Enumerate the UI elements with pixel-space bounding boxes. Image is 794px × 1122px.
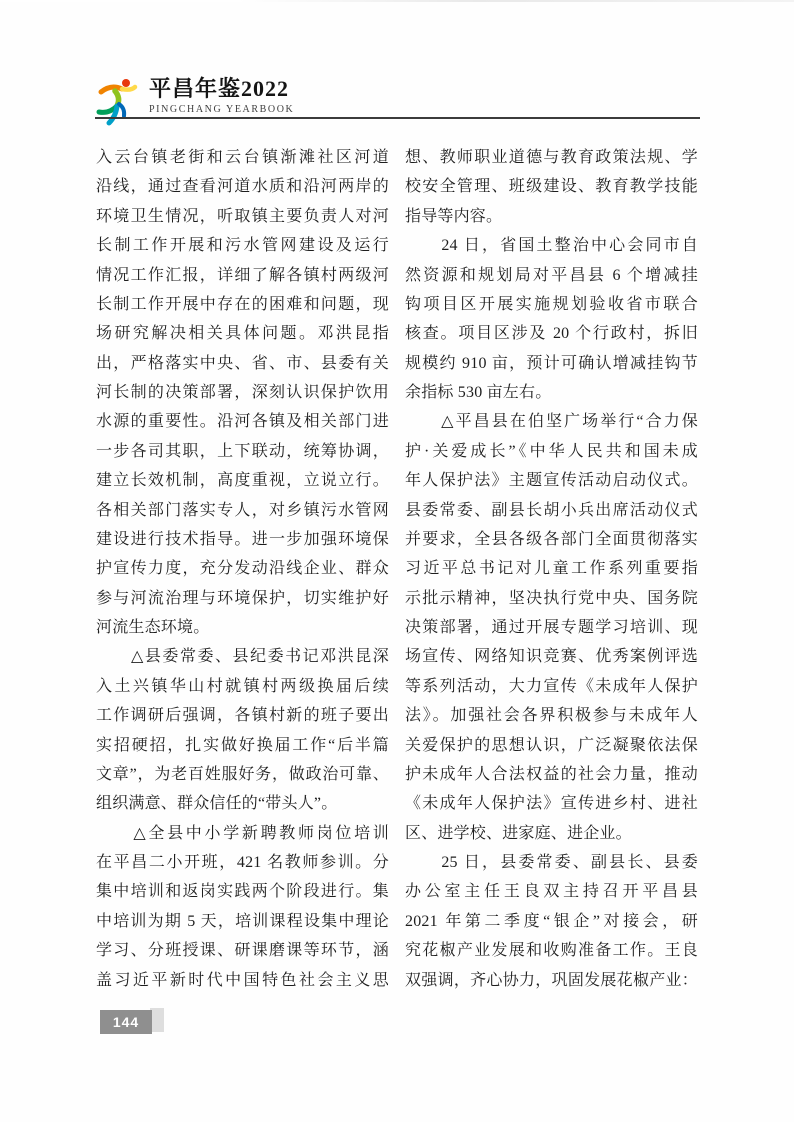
text-line: 年人保护法》主题宣传活动启动仪式。: [405, 472, 698, 490]
text-line: 河流生态环境。: [96, 619, 210, 636]
text-line: △平昌县在伯坚广场举行“合力保: [405, 413, 698, 431]
text-line: 一步各司其职，上下联动，统筹协调，: [96, 442, 389, 460]
header-rule: [95, 117, 700, 119]
text-line: 法》。加强社会各界积极参与未成年人: [405, 707, 698, 725]
text-line: 情况工作汇报，详细了解各镇村两级河: [96, 266, 389, 284]
right-column: [405, 143, 698, 995]
text-line: 决策部署，通过开展专题学习培训、现: [405, 619, 698, 636]
text-line: 24 日，省国土整治中心会同市自: [405, 237, 698, 255]
text-line: 实招硬招，扎实做好换届工作“后半篇: [96, 736, 389, 754]
page-subtitle: PINGCHANG YEARBOOK: [149, 104, 295, 115]
text-line: 环境卫生情况，听取镇主要负责人对河: [96, 207, 389, 225]
text-line: 文章”，为老百姓服好务，做政治可靠、: [96, 765, 389, 783]
text-line: 2021 年第二季度“银企”对接会，研: [405, 912, 698, 930]
text-line: 河长制的决策部署，深刻认识保护饮用: [96, 384, 389, 401]
text-line: 并要求，全县各级各部门全面贯彻落实: [405, 530, 698, 548]
text-line: 中培训为期 5 天，培训课程设集中理论: [96, 912, 389, 930]
text-line: 场研究解决相关具体问题。邓洪昆指: [96, 325, 389, 343]
text-line: 校安全管理、班级建设、教育教学技能: [405, 178, 698, 196]
page-title: 平昌年鉴2022: [149, 76, 290, 101]
text-line: 集中培训和返岗实践两个阶段进行。集: [96, 883, 389, 901]
text-line: 各相关部门落实专人，对乡镇污水管网: [96, 501, 389, 519]
text-line: 入土兴镇华山村就镇村两级换届后续: [96, 677, 389, 695]
text-line: 示批示精神，坚决执行党中央、国务院: [405, 589, 698, 607]
text-line: 25 日，县委常委、副县长、县委: [405, 854, 698, 871]
text-line: 沿线，通过查看河道水质和沿河两岸的: [96, 178, 389, 196]
page-number-shadow: [150, 1008, 164, 1032]
text-line: 区、进学校、进家庭、进企业。: [405, 824, 632, 842]
text-line: 盖习近平新时代中国特色社会主义思: [96, 971, 389, 989]
text-line: 关爱保护的思想认识，广泛凝聚依法保: [405, 736, 698, 754]
text-line: △全县中小学新聘教师岗位培训: [96, 824, 389, 842]
text-line: 护宣传力度，充分发动沿线企业、群众: [96, 560, 389, 578]
text-line: 参与河流治理与环境保护，切实维护好: [96, 589, 389, 607]
text-line: 究花椒产业发展和收购准备工作。王良: [405, 942, 698, 960]
text-line: 余指标 530 亩左右。: [405, 384, 552, 401]
text-line: 在平昌二小开班，421 名教师参训。分: [96, 854, 389, 871]
text-line: 长制工作开展中存在的困难和问题，现: [96, 295, 389, 313]
text-line: 习近平总书记对儿童工作系列重要指: [405, 560, 698, 578]
text-line: 水源的重要性。沿河各镇及相关部门进: [96, 413, 389, 431]
text-line: 入云台镇老街和云台镇渐滩社区河道: [96, 149, 389, 166]
text-line: 出，严格落实中央、省、市、县委有关: [96, 354, 389, 372]
text-line: 建立长效机制，高度重视，立说立行。: [96, 472, 389, 490]
text-line: 等系列活动，大力宣传《未成年人保护: [405, 677, 698, 695]
page-number-badge: 144: [100, 1010, 152, 1034]
text-line: 组织满意、群众信任的“带头人”。: [96, 795, 338, 813]
text-line: 建设进行技术指导。进一步加强环境保: [96, 530, 389, 548]
text-line: 双强调，齐心协力，巩固发展花椒产业：: [405, 971, 698, 989]
text-line: 学习、分班授课、研课磨课等环节，涵: [96, 942, 389, 960]
scan-edge: [0, 0, 794, 2]
text-line: 县委常委、副县长胡小兵出席活动仪式: [405, 501, 698, 519]
text-line: 想、教师职业道德与教育政策法规、学: [405, 149, 698, 166]
text-line: 长制工作开展和污水管网建设及运行: [96, 237, 389, 255]
text-line: 场宣传、网络知识竞赛、优秀案例评选: [405, 648, 698, 666]
text-line: 办公室主任王良双主持召开平昌县: [405, 883, 698, 901]
text-line: 《未成年人保护法》宣传进乡村、进社: [405, 795, 698, 813]
masthead: [149, 76, 294, 116]
text-line: 指导等内容。: [405, 207, 503, 225]
text-line: 然资源和规划局对平昌县 6 个增减挂: [405, 266, 698, 284]
text-line: 护未成年人合法权益的社会力量，推动: [405, 765, 698, 783]
text-line: 规模约 910 亩，预计可确认增减挂钩节: [405, 354, 698, 372]
text-line: 核查。项目区涉及 20 个行政村，拆旧: [405, 325, 698, 343]
text-line: 钩项目区开展实施规划验收省市联合: [405, 295, 698, 313]
left-column: [96, 143, 389, 995]
text-line: 工作调研后强调，各镇村新的班子要出: [96, 707, 389, 725]
text-line: 护·关爱成长”《中华人民共和国未成: [405, 442, 698, 460]
text-line: △县委常委、县纪委书记邓洪昆深: [96, 648, 389, 666]
